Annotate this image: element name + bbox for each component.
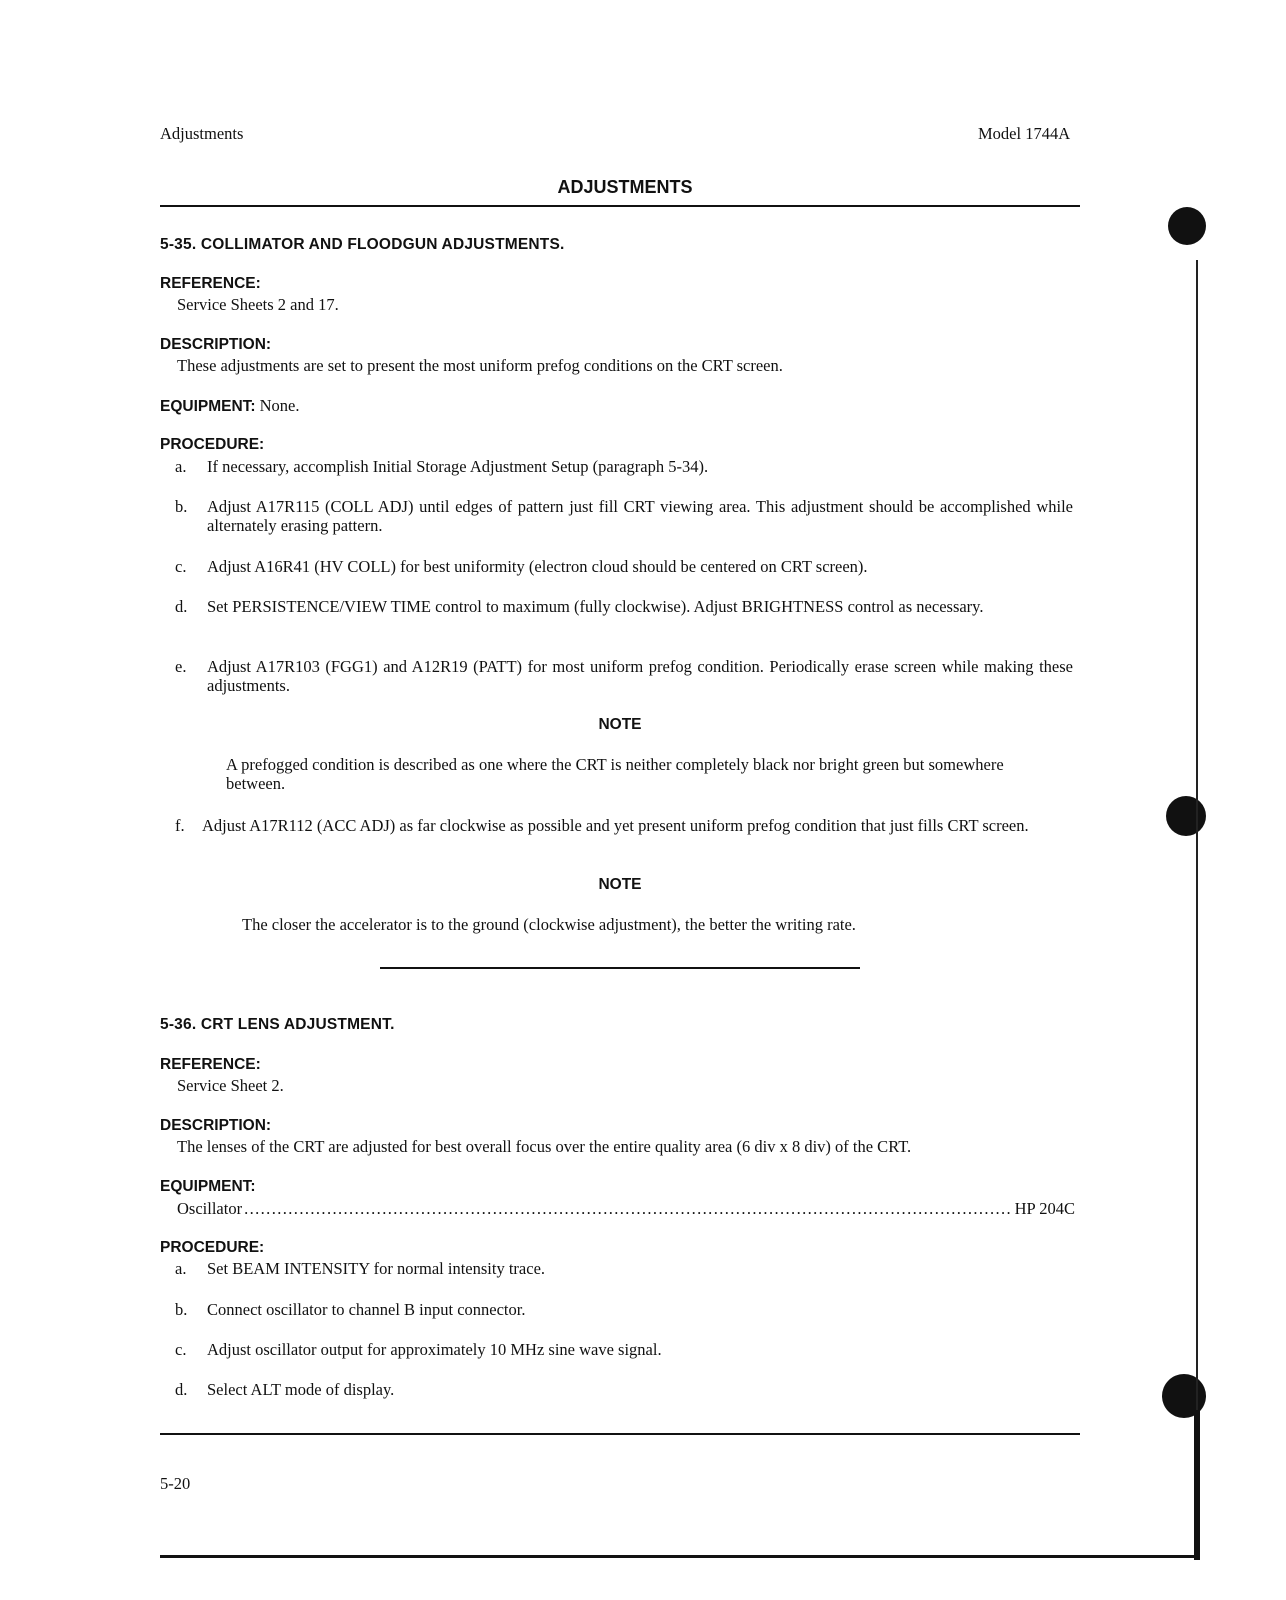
step-label: a.	[175, 1259, 187, 1278]
section-5-35-equipment-text: None.	[259, 396, 300, 415]
section-5-35-equipment-label: EQUIPMENT:	[160, 398, 256, 415]
step-text: Adjust A17R115 (COLL ADJ) until edges of pattern just fill CRT viewing area. This adjustment should be accomplished while alternately erasing pattern.	[207, 497, 1073, 535]
dot-leader	[244, 1199, 1013, 1219]
step-label: b.	[175, 1300, 188, 1319]
step-text: Connect oscillator to channel B input connector.	[207, 1300, 526, 1319]
section-5-35-procedure-label: PROCEDURE:	[160, 436, 265, 453]
step-label: c.	[175, 1340, 187, 1359]
page-number: 5-20	[160, 1474, 191, 1493]
step-text: Adjust oscillator output for approximately 10 MHz sine wave signal.	[207, 1340, 662, 1359]
step-text: If necessary, accomplish Initial Storage Adjustment Setup (paragraph 5-34).	[207, 457, 709, 476]
note-2-text: The closer the accelerator is to the ground (clockwise adjustment), the better the writing rate.	[242, 915, 856, 934]
step-label: f.	[175, 816, 185, 835]
step-text: Set BEAM INTENSITY for normal intensity trace.	[207, 1259, 546, 1278]
title-rule	[160, 205, 1080, 207]
binder-hole-middle	[1166, 796, 1206, 836]
section-5-36-procedure-label: PROCEDURE:	[160, 1239, 265, 1256]
step-label: d.	[175, 1380, 188, 1399]
page-bottom-edge-rule	[160, 1555, 1200, 1558]
step-text: Adjust A16R41 (HV COLL) for best uniformity (electron cloud should be centered on CRT screen).	[207, 557, 868, 576]
step-label: b.	[175, 497, 188, 516]
section-divider	[380, 967, 860, 969]
page-title: ADJUSTMENTS	[557, 177, 693, 197]
running-header-right: Model 1744A	[978, 124, 1071, 143]
section-5-36-title: 5-36. CRT LENS ADJUSTMENT.	[160, 1016, 395, 1033]
section-5-35-title: 5-35. COLLIMATOR AND FLOODGUN ADJUSTMENTS.	[160, 236, 565, 253]
section-5-35-description-text: These adjustments are set to present the most uniform prefog conditions on the CRT screen.	[177, 356, 783, 375]
section-5-35-equipment	[160, 396, 299, 416]
bottom-rule	[160, 1433, 1080, 1435]
step-label: d.	[175, 597, 188, 616]
note-2-heading: NOTE	[598, 876, 642, 893]
page-edge-bar	[1194, 1410, 1200, 1560]
running-header-left: Adjustments	[160, 124, 244, 143]
equipment-row	[177, 1199, 1075, 1219]
section-5-36-equipment-label: EQUIPMENT:	[160, 1178, 256, 1195]
section-5-35-description-label: DESCRIPTION:	[160, 336, 272, 353]
note-1-heading: NOTE	[598, 716, 642, 733]
section-5-35-reference-text: Service Sheets 2 and 17.	[177, 295, 339, 314]
step-text: Select ALT mode of display.	[207, 1380, 395, 1399]
step-text: Adjust A17R112 (ACC ADJ) as far clockwise as possible and yet present uniform prefog condition that just fills CRT screen.	[202, 816, 1029, 835]
section-5-36-description-label: DESCRIPTION:	[160, 1117, 272, 1134]
step-label: c.	[175, 557, 187, 576]
page-edge-line	[1196, 260, 1198, 1560]
section-5-35-reference-label: REFERENCE:	[160, 275, 261, 292]
binder-hole-top	[1168, 207, 1206, 245]
section-5-36-description-text: The lenses of the CRT are adjusted for best overall focus over the entire quality area (6 div x 8 div) of the CRT.	[177, 1137, 912, 1156]
equipment-model: HP 204C	[1014, 1199, 1075, 1218]
step-text: Set PERSISTENCE/VIEW TIME control to maximum (fully clockwise). Adjust BRIGHTNESS control as necessary.	[207, 597, 984, 616]
equipment-item: Oscillator	[177, 1199, 243, 1218]
section-5-36-reference-text: Service Sheet 2.	[177, 1076, 284, 1095]
step-label: a.	[175, 457, 187, 476]
step-label: e.	[175, 657, 187, 676]
step-text: Adjust A17R103 (FGG1) and A12R19 (PATT) for most uniform prefog condition. Periodically erase screen while making these adjustments.	[207, 657, 1073, 695]
note-1-text: A prefogged condition is described as one where the CRT is neither completely black nor bright green but somewhere between.	[226, 755, 1004, 793]
section-5-36-reference-label: REFERENCE:	[160, 1056, 261, 1073]
